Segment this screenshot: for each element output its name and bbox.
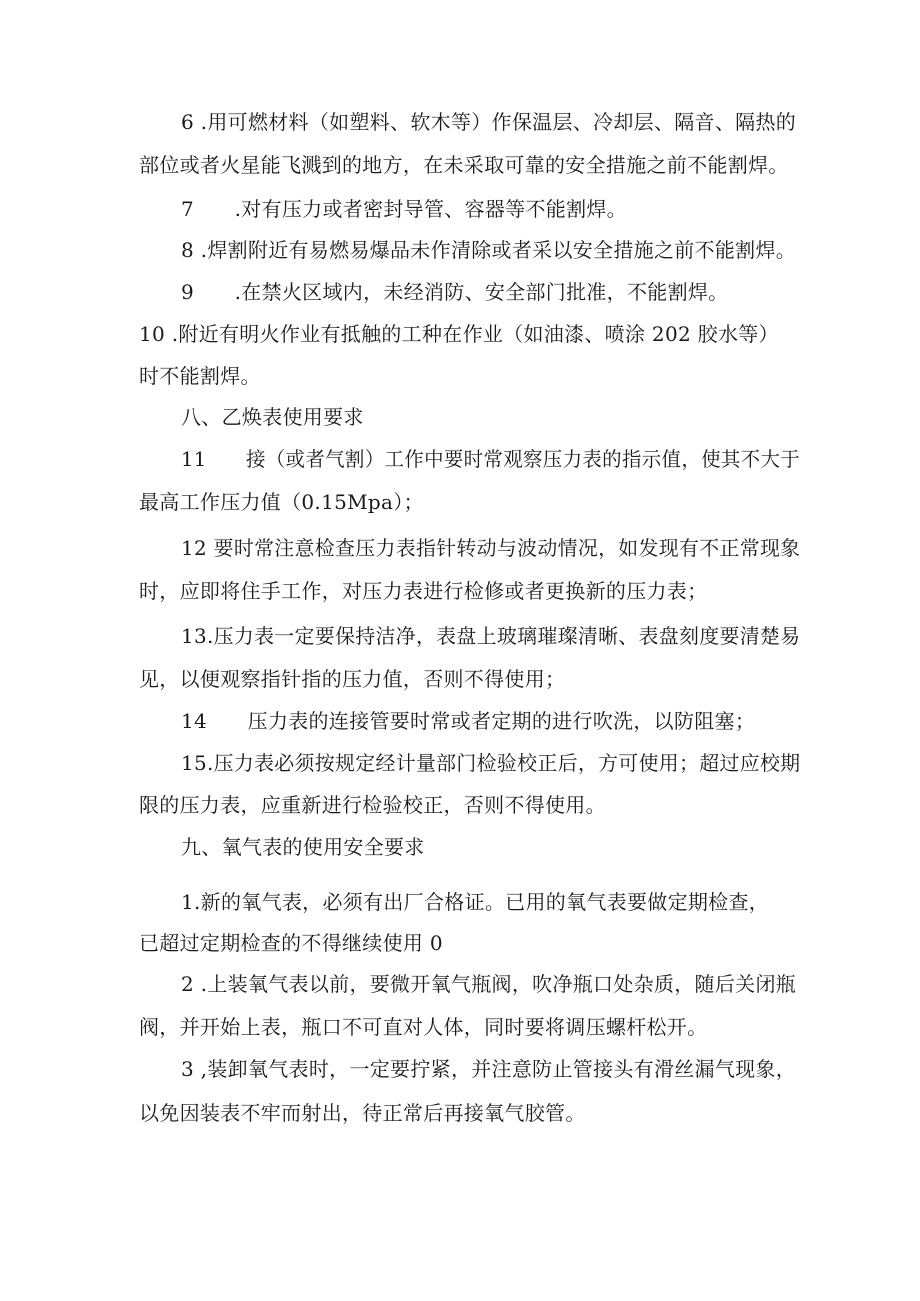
paragraph-line: 15.压力表必须按规定经计量部门检验校正后，方可使用；超过应校期 bbox=[181, 751, 801, 775]
paragraph-line: 2 .上装氧气表以前，要微开氧气瓶阀，吹净瓶口处杂质，随后关闭瓶 bbox=[181, 972, 797, 996]
paragraph-line: 6 .用可燃材料（如塑料、软木等）作保温层、冷却层、隔音、隔热的 bbox=[181, 110, 797, 134]
section-heading: 九、氧气表的使用安全要求 bbox=[181, 835, 425, 859]
paragraph-line: 8 .焊割附近有易燃易爆品未作清除或者采以安全措施之前不能割焊。 bbox=[181, 238, 797, 262]
paragraph-line: 3 ,装卸氧气表时，一定要拧紧，并注意防止管接头有滑丝漏气现象， bbox=[181, 1057, 797, 1081]
paragraph-line: 阀，并开始上表，瓶口不可直对人体，同时要将调压螺杆松开。 bbox=[139, 1015, 708, 1039]
paragraph-line: 部位或者火星能飞溅到的地方，在未采取可靠的安全措施之前不能割焊。 bbox=[139, 153, 789, 177]
paragraph-line: 10 .附近有明火作业有抵触的工种在作业（如油漆、喷涂 202 胶水等） bbox=[139, 322, 779, 346]
paragraph-line: 1.新的氧气表，必须有出厂合格证。已用的氧气表要做定期检查， bbox=[181, 890, 770, 914]
paragraph-line: 12 要时常注意检查压力表指针转动与波动情况，如发现有不正常现象 bbox=[181, 536, 801, 560]
paragraph-line: 时不能割焊。 bbox=[139, 364, 261, 388]
paragraph-line: 11 接（或者气割）工作中要时常观察压力表的指示值，使其不大于 bbox=[181, 447, 801, 471]
paragraph-line: 以免因装表不牢而射出，待正常后再接氧气胶管。 bbox=[139, 1101, 586, 1125]
paragraph-line: 见，以便观察指针指的压力值，否则不得使用； bbox=[139, 667, 566, 691]
paragraph-line: 已超过定期检查的不得继续使用 0 bbox=[139, 931, 443, 955]
paragraph-line: 限的压力表，应重新进行检验校正，否则不得使用。 bbox=[139, 793, 606, 817]
section-heading: 八、乙焕表使用要求 bbox=[181, 405, 364, 429]
paragraph-line: 14 压力表的连接管要时常或者定期的进行吹洗，以防阻塞； bbox=[181, 709, 756, 733]
paragraph-line: 9 .在禁火区域内，未经消防、安全部门批准，不能割焊。 bbox=[181, 280, 729, 304]
paragraph-line: 7 .对有压力或者密封导管、容器等不能割焊。 bbox=[181, 197, 627, 221]
paragraph-line: 最高工作压力值（0.15Mpa）； bbox=[139, 490, 424, 514]
paragraph-line: 13.压力表一定要保持洁净，表盘上玻璃璀璨清晰、表盘刻度要清楚易 bbox=[181, 624, 801, 648]
paragraph-line: 时，应即将住手工作，对压力表进行检修或者更换新的压力表； bbox=[139, 579, 708, 603]
